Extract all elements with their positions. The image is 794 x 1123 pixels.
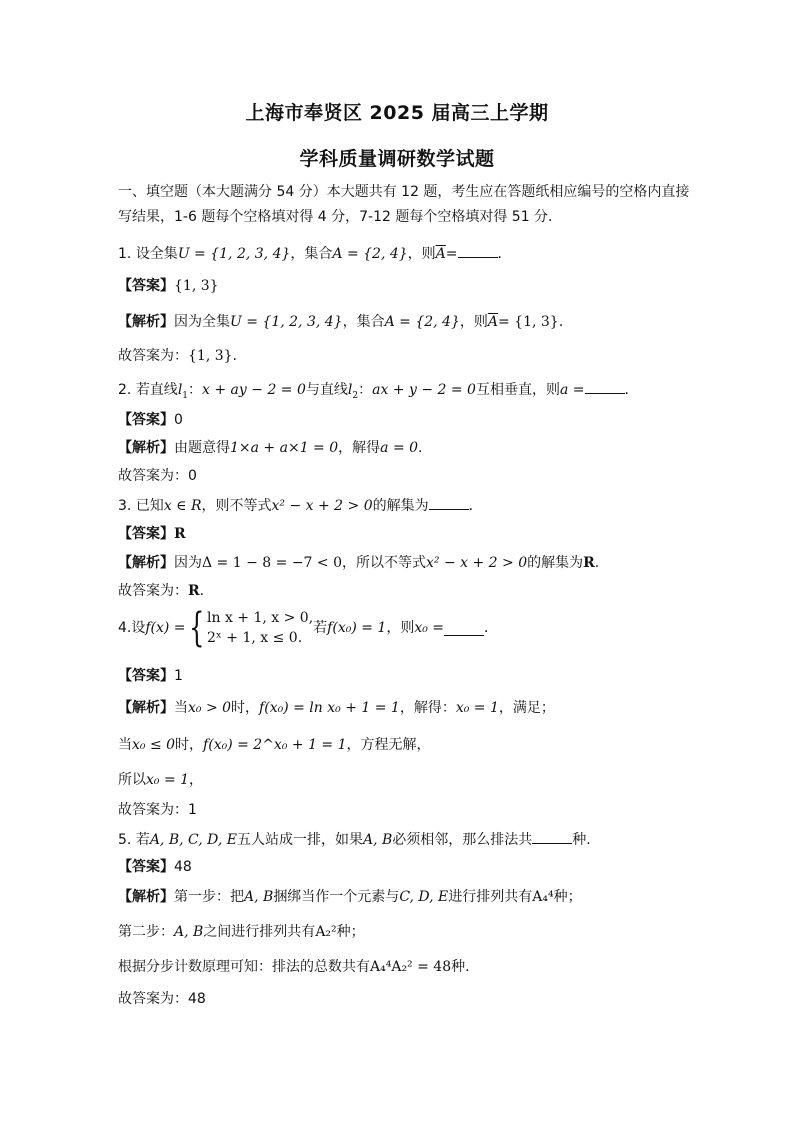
analysis-3: 【解析】因为Δ = 1 − 8 = −7 < 0，所以不等式x² − x + 2 > 0的解集为R. [118, 555, 600, 571]
question-1: 1. 设全集U = {1, 2, 3, 4}，集合A = {2, 4}，则$\overline{A}=$ ． [118, 243, 512, 264]
final-answer-5: 故答案为：48 [118, 991, 206, 1007]
page-subtitle: 学科质量调研数学试题 [299, 148, 495, 170]
section-intro-line2: 写结果，1-6 题每个空格填对得 4 分，7-12 题每个空格填对得 51 分． [118, 209, 563, 225]
page-title: 上海市奉贤区 2025 届高三上学期 [245, 102, 549, 124]
analysis-4-line1: 【解析】当x₀ > 0时，f(x₀) = ln x₀ + 1 = 1，解得：x₀ = 1，满足； [118, 700, 555, 716]
analysis-2: 【解析】由题意得1×a + a×1 = 0，解得a = 0. [118, 440, 423, 456]
answer-blank [532, 829, 572, 844]
analysis-5-line3: 根据分步计数原理可知：排法的总数共有A₄⁴A₂² = 48种. [118, 959, 470, 975]
question-4: 4.设f(x) ={ ln x + 1, x > 0, 2ˣ + 1, x ≤ 0. 若f(x₀) = 1，则x₀ = ． [118, 605, 499, 651]
answer-2: 【答案】0 [118, 412, 183, 428]
piecewise-cases: ln x + 1, x > 0, 2ˣ + 1, x ≤ 0. [207, 610, 314, 646]
brace-icon: { [188, 605, 204, 651]
analysis-5-line2: 第二步：A, B之间进行排列共有A₂²种； [118, 924, 365, 940]
analysis-4-line3: 所以x₀ = 1， [118, 772, 204, 788]
analysis-1: 【解析】因为全集U = {1, 2, 3, 4}，集合A = {2, 4}，则$\overline{A}= \{1$, 3}. [118, 314, 564, 330]
answer-blank [458, 243, 498, 258]
final-answer-2: 故答案为：0 [118, 468, 197, 484]
final-answer-1: 故答案为：{1, 3}. [118, 348, 237, 364]
answer-blank [444, 621, 484, 636]
final-answer-4: 故答案为：1 [118, 802, 197, 818]
section-intro-line1: 一、填空题（本大题满分 54 分）本大题共有 12 题，考生应在答题纸相应编号的空格内直接 [118, 184, 690, 200]
analysis-4-line2: 当x₀ ≤ 0时，f(x₀) = 2^x₀ + 1 = 1，方程无解， [118, 737, 431, 753]
answer-4: 【答案】1 [118, 668, 183, 684]
final-answer-3: 故答案为：R. [118, 583, 205, 599]
question-3: 3. 已知x ∈ R，则不等式x² − x + 2 > 0的解集为 ． [118, 495, 483, 516]
answer-5: 【答案】48 [118, 859, 192, 875]
answer-1: 【答案】{1, 3} [118, 278, 219, 294]
answer-blank [585, 379, 625, 394]
answer-blank [429, 495, 469, 510]
analysis-5-line1: 【解析】第一步：把A, B捆绑当作一个元素与C, D, E进行排列共有A₄⁴种； [118, 889, 582, 905]
question-2: 2. 若直线$l_1$：x + ay − 2 = 0与直线$l_2$：ax + y − 2 = 0互相垂直，则a = ． [118, 379, 639, 406]
answer-3: 【答案】R [118, 526, 186, 542]
question-5: 5. 若A, B, C, D, E五人站成一排，如果A, B必须相邻，那么排法共 种. [118, 829, 591, 850]
